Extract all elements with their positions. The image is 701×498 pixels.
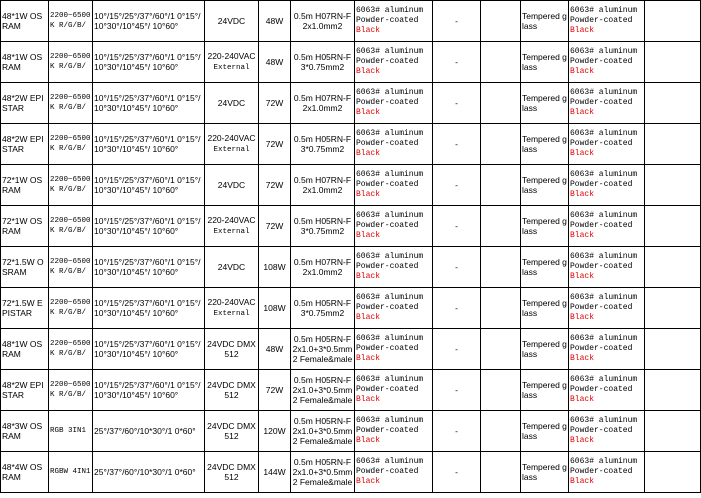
voltage-value: 24VDC DMX512	[207, 380, 256, 400]
model-cell: 48*4W OSRAM	[1, 452, 49, 493]
material-finish: Powder-coated	[356, 344, 419, 353]
power-cell: 48W	[259, 329, 291, 370]
material-cell	[355, 411, 433, 452]
housing-finish: Powder-coated	[570, 344, 633, 353]
housing-color: Black	[570, 190, 595, 199]
beam-angle-cell: 10°/15°/25°/37°/60°/1 0°15°/10°30°/10°45°/ 10°60°	[93, 370, 205, 411]
housing-finish: Powder-coated	[570, 180, 633, 189]
table-row	[1, 329, 701, 370]
table-row	[1, 288, 701, 329]
beam-angle-cell: 10°/15°/25°/37°/60°/1 0°15°/10°30°/10°45°/ 10°60°	[93, 42, 205, 83]
power-cell: 72W	[259, 206, 291, 247]
material-alloy: 6063# aluminum	[356, 375, 424, 384]
housing-alloy: 6063# aluminum	[570, 211, 638, 220]
empty-cell	[645, 452, 701, 493]
voltage-sub: External	[213, 64, 250, 72]
empty-cell	[481, 370, 521, 411]
material-alloy: 6063# aluminum	[356, 129, 424, 138]
cct-cell: 2200~6500K R/G/B/	[49, 247, 93, 288]
beam-angle-cell: 25°/37°/60°/10*30°/1 0*60°	[93, 411, 205, 452]
material-finish: Powder-coated	[356, 467, 419, 476]
housing-cell	[569, 288, 645, 329]
empty-cell	[645, 288, 701, 329]
dash-cell: -	[433, 411, 481, 452]
material-finish: Powder-coated	[356, 16, 419, 25]
material-cell	[355, 247, 433, 288]
glass-cell: Tempered glass	[521, 329, 569, 370]
housing-alloy: 6063# aluminum	[570, 375, 638, 384]
beam-angle-cell: 10°/15°/25°/37°/60°/1 0°15°/10°30°/10°45°/ 10°60°	[93, 288, 205, 329]
material-alloy: 6063# aluminum	[356, 416, 424, 425]
voltage-cell	[205, 1, 259, 42]
housing-color: Black	[570, 67, 595, 76]
material-cell	[355, 288, 433, 329]
table-row	[1, 83, 701, 124]
material-color: Black	[356, 190, 381, 199]
dash-cell: -	[433, 1, 481, 42]
dash-cell: -	[433, 452, 481, 493]
material-finish: Powder-coated	[356, 57, 419, 66]
model-cell: 72*1W OSRAM	[1, 165, 49, 206]
table-row	[1, 165, 701, 206]
dash-cell: -	[433, 247, 481, 288]
housing-color: Black	[570, 436, 595, 445]
voltage-value: 24VDC DMX512	[207, 462, 256, 482]
table-body	[1, 1, 701, 493]
power-cell: 144W	[259, 452, 291, 493]
housing-finish: Powder-coated	[570, 262, 633, 271]
voltage-cell	[205, 329, 259, 370]
material-color: Black	[356, 149, 381, 158]
empty-cell	[481, 411, 521, 452]
cct-cell: 2200~6500K R/G/B/	[49, 288, 93, 329]
model-cell: 48*3W OSRAM	[1, 411, 49, 452]
housing-finish: Powder-coated	[570, 467, 633, 476]
voltage-value: 220-240VAC	[207, 133, 256, 143]
material-color: Black	[356, 108, 381, 117]
material-cell	[355, 83, 433, 124]
power-cell: 108W	[259, 288, 291, 329]
housing-finish: Powder-coated	[570, 16, 633, 25]
empty-cell	[481, 247, 521, 288]
table-row	[1, 247, 701, 288]
material-alloy: 6063# aluminum	[356, 6, 424, 15]
voltage-value: 24VDC	[217, 180, 246, 190]
cct-cell: RGBW 4IN1	[49, 452, 93, 493]
cable-cell: 0.5m H05RN-F 3*0.75mm2	[291, 42, 355, 83]
material-finish: Powder-coated	[356, 426, 419, 435]
beam-angle-cell: 10°/15°/25°/37°/60°/1 0°15°/10°30°/10°45°/ 10°60°	[93, 165, 205, 206]
beam-angle-cell: 10°/15°/25°/37°/60°/1 0°15°/10°30°/10°45°/ 10°60°	[93, 1, 205, 42]
model-cell: 48*1W OSRAM	[1, 329, 49, 370]
power-cell: 72W	[259, 83, 291, 124]
material-cell	[355, 165, 433, 206]
material-finish: Powder-coated	[356, 385, 419, 394]
cable-cell: 0.5m H05RN-F 2x1.0+3*0.5mm 2 Female&male	[291, 452, 355, 493]
dash-cell: -	[433, 124, 481, 165]
material-cell	[355, 452, 433, 493]
cct-cell: 2200~6500K R/G/B/	[49, 206, 93, 247]
empty-cell	[645, 329, 701, 370]
housing-cell	[569, 329, 645, 370]
voltage-value: 24VDC DMX512	[207, 421, 256, 441]
cct-cell: 2200~6500K R/G/B/	[49, 42, 93, 83]
material-cell	[355, 206, 433, 247]
power-cell: 48W	[259, 42, 291, 83]
housing-alloy: 6063# aluminum	[570, 334, 638, 343]
housing-color: Black	[570, 26, 595, 35]
model-cell: 48*2W EPISTAR	[1, 124, 49, 165]
material-color: Black	[356, 272, 381, 281]
housing-alloy: 6063# aluminum	[570, 170, 638, 179]
housing-cell	[569, 165, 645, 206]
dash-cell: -	[433, 370, 481, 411]
model-cell: 48*1W OSRAM	[1, 42, 49, 83]
power-cell: 108W	[259, 247, 291, 288]
housing-color: Black	[570, 272, 595, 281]
empty-cell	[645, 165, 701, 206]
housing-alloy: 6063# aluminum	[570, 252, 638, 261]
cable-cell: 0.5m H05RN-F 2x1.0+3*0.5mm 2 Female&male	[291, 329, 355, 370]
housing-alloy: 6063# aluminum	[570, 88, 638, 97]
glass-cell: Tempered glass	[521, 247, 569, 288]
empty-cell	[645, 42, 701, 83]
housing-alloy: 6063# aluminum	[570, 47, 638, 56]
dash-cell: -	[433, 288, 481, 329]
cct-cell: 2200~6500K R/G/B/	[49, 124, 93, 165]
table-row	[1, 411, 701, 452]
material-alloy: 6063# aluminum	[356, 170, 424, 179]
housing-alloy: 6063# aluminum	[570, 293, 638, 302]
empty-cell	[481, 42, 521, 83]
empty-cell	[481, 452, 521, 493]
power-cell: 72W	[259, 370, 291, 411]
dash-cell: -	[433, 165, 481, 206]
empty-cell	[645, 411, 701, 452]
empty-cell	[645, 83, 701, 124]
glass-cell: Tempered glass	[521, 165, 569, 206]
empty-cell	[645, 247, 701, 288]
material-cell	[355, 124, 433, 165]
empty-cell	[481, 83, 521, 124]
model-cell: 72*1W OSRAM	[1, 206, 49, 247]
housing-alloy: 6063# aluminum	[570, 129, 638, 138]
voltage-value: 24VDC	[217, 98, 246, 108]
material-cell	[355, 329, 433, 370]
beam-angle-cell: 10°/15°/25°/37°/60°/1 0°15°/10°30°/10°45°/ 10°60°	[93, 83, 205, 124]
model-cell: 72*1.5W OSRAM	[1, 247, 49, 288]
empty-cell	[645, 370, 701, 411]
material-color: Black	[356, 313, 381, 322]
glass-cell: Tempered glass	[521, 83, 569, 124]
material-cell	[355, 42, 433, 83]
cct-cell: 2200~6500K R/G/B/	[49, 370, 93, 411]
material-finish: Powder-coated	[356, 139, 419, 148]
cct-cell: 2200~6500K R/G/B/	[49, 83, 93, 124]
housing-color: Black	[570, 477, 595, 486]
housing-finish: Powder-coated	[570, 139, 633, 148]
model-cell: 72*1.5W EPISTAR	[1, 288, 49, 329]
cable-cell: 0.5m H07RN-F 2x1.0mm2	[291, 83, 355, 124]
power-cell: 120W	[259, 411, 291, 452]
power-cell: 48W	[259, 1, 291, 42]
dash-cell: -	[433, 42, 481, 83]
model-cell: 48*2W EPISTAR	[1, 370, 49, 411]
empty-cell	[481, 165, 521, 206]
table-row	[1, 1, 701, 42]
voltage-cell	[205, 42, 259, 83]
voltage-value: 24VDC DMX512	[207, 339, 256, 359]
material-alloy: 6063# aluminum	[356, 47, 424, 56]
cable-cell: 0.5m H05RN-F 3*0.75mm2	[291, 206, 355, 247]
voltage-value: 220-240VAC	[207, 297, 256, 307]
table-row	[1, 452, 701, 493]
cable-cell: 0.5m H05RN-F 3*0.75mm2	[291, 124, 355, 165]
empty-cell	[481, 288, 521, 329]
cable-cell: 0.5m H07RN-F 2x1.0mm2	[291, 1, 355, 42]
material-color: Black	[356, 67, 381, 76]
housing-color: Black	[570, 354, 595, 363]
material-cell	[355, 370, 433, 411]
housing-alloy: 6063# aluminum	[570, 457, 638, 466]
material-alloy: 6063# aluminum	[356, 457, 424, 466]
material-color: Black	[356, 436, 381, 445]
housing-cell	[569, 124, 645, 165]
power-cell: 72W	[259, 165, 291, 206]
beam-angle-cell: 25°/37°/60°/10*30°/1 0*60°	[93, 452, 205, 493]
material-finish: Powder-coated	[356, 180, 419, 189]
glass-cell: Tempered glass	[521, 288, 569, 329]
cable-cell: 0.5m H05RN-F 2x1.0+3*0.5mm 2 Female&male	[291, 411, 355, 452]
material-finish: Powder-coated	[356, 221, 419, 230]
housing-alloy: 6063# aluminum	[570, 6, 638, 15]
voltage-cell	[205, 370, 259, 411]
housing-finish: Powder-coated	[570, 221, 633, 230]
housing-cell	[569, 452, 645, 493]
voltage-sub: External	[213, 146, 250, 154]
housing-cell	[569, 247, 645, 288]
beam-angle-cell: 10°/15°/25°/37°/60°/1 0°15°/10°30°/10°45°/ 10°60°	[93, 329, 205, 370]
voltage-cell	[205, 452, 259, 493]
material-alloy: 6063# aluminum	[356, 88, 424, 97]
voltage-value: 220-240VAC	[207, 215, 256, 225]
beam-angle-cell: 10°/15°/25°/37°/60°/1 0°15°/10°30°/10°45°/ 10°60°	[93, 247, 205, 288]
housing-finish: Powder-coated	[570, 303, 633, 312]
housing-color: Black	[570, 149, 595, 158]
model-cell: 48*1W OSRAM	[1, 1, 49, 42]
dash-cell: -	[433, 83, 481, 124]
cct-cell: 2200~6500K R/G/B/	[49, 329, 93, 370]
glass-cell: Tempered glass	[521, 42, 569, 83]
glass-cell: Tempered glass	[521, 452, 569, 493]
glass-cell: Tempered glass	[521, 370, 569, 411]
material-finish: Powder-coated	[356, 262, 419, 271]
table-row	[1, 124, 701, 165]
material-finish: Powder-coated	[356, 303, 419, 312]
cable-cell: 0.5m H07RN-F 2x1.0mm2	[291, 247, 355, 288]
voltage-value: 24VDC	[217, 16, 246, 26]
cct-cell: 2200~6500K R/G/B/	[49, 1, 93, 42]
table-row	[1, 370, 701, 411]
voltage-cell	[205, 288, 259, 329]
cable-cell: 0.5m H07RN-F 2x1.0mm2	[291, 165, 355, 206]
material-color: Black	[356, 26, 381, 35]
material-finish: Powder-coated	[356, 98, 419, 107]
voltage-value: 24VDC	[217, 262, 246, 272]
beam-angle-cell: 10°/15°/25°/37°/60°/1 0°15°/10°30°/10°45°/ 10°60°	[93, 124, 205, 165]
housing-finish: Powder-coated	[570, 385, 633, 394]
voltage-cell	[205, 124, 259, 165]
housing-finish: Powder-coated	[570, 98, 633, 107]
empty-cell	[645, 124, 701, 165]
voltage-cell	[205, 83, 259, 124]
empty-cell	[645, 1, 701, 42]
housing-cell	[569, 206, 645, 247]
glass-cell: Tempered glass	[521, 206, 569, 247]
material-color: Black	[356, 231, 381, 240]
material-color: Black	[356, 477, 381, 486]
dash-cell: -	[433, 329, 481, 370]
material-alloy: 6063# aluminum	[356, 293, 424, 302]
housing-finish: Powder-coated	[570, 426, 633, 435]
housing-finish: Powder-coated	[570, 57, 633, 66]
material-cell	[355, 1, 433, 42]
cable-cell: 0.5m H05RN-F 2x1.0+3*0.5mm 2 Female&male	[291, 370, 355, 411]
voltage-cell	[205, 247, 259, 288]
material-color: Black	[356, 354, 381, 363]
glass-cell: Tempered glass	[521, 411, 569, 452]
empty-cell	[481, 206, 521, 247]
beam-angle-cell: 10°/15°/25°/37°/60°/1 0°15°/10°30°/10°45°/ 10°60°	[93, 206, 205, 247]
voltage-sub: External	[213, 310, 250, 318]
housing-cell	[569, 370, 645, 411]
housing-cell	[569, 1, 645, 42]
model-cell: 48*2W EPISTAR	[1, 83, 49, 124]
table-row	[1, 42, 701, 83]
housing-color: Black	[570, 313, 595, 322]
glass-cell: Tempered glass	[521, 1, 569, 42]
material-alloy: 6063# aluminum	[356, 334, 424, 343]
housing-alloy: 6063# aluminum	[570, 416, 638, 425]
housing-cell	[569, 411, 645, 452]
voltage-value: 220-240VAC	[207, 51, 256, 61]
voltage-cell	[205, 165, 259, 206]
empty-cell	[645, 206, 701, 247]
cable-cell: 0.5m H05RN-F 3*0.75mm2	[291, 288, 355, 329]
material-color: Black	[356, 395, 381, 404]
voltage-cell	[205, 411, 259, 452]
empty-cell	[481, 1, 521, 42]
glass-cell: Tempered glass	[521, 124, 569, 165]
material-alloy: 6063# aluminum	[356, 252, 424, 261]
housing-cell	[569, 42, 645, 83]
housing-cell	[569, 83, 645, 124]
material-alloy: 6063# aluminum	[356, 211, 424, 220]
cct-cell: RGB 3IN1	[49, 411, 93, 452]
voltage-cell	[205, 206, 259, 247]
housing-color: Black	[570, 231, 595, 240]
voltage-sub: External	[213, 228, 250, 236]
cct-cell: 2200~6500K R/G/B/	[49, 165, 93, 206]
housing-color: Black	[570, 108, 595, 117]
dash-cell: -	[433, 206, 481, 247]
empty-cell	[481, 124, 521, 165]
empty-cell	[481, 329, 521, 370]
power-cell: 72W	[259, 124, 291, 165]
housing-color: Black	[570, 395, 595, 404]
table-row	[1, 206, 701, 247]
